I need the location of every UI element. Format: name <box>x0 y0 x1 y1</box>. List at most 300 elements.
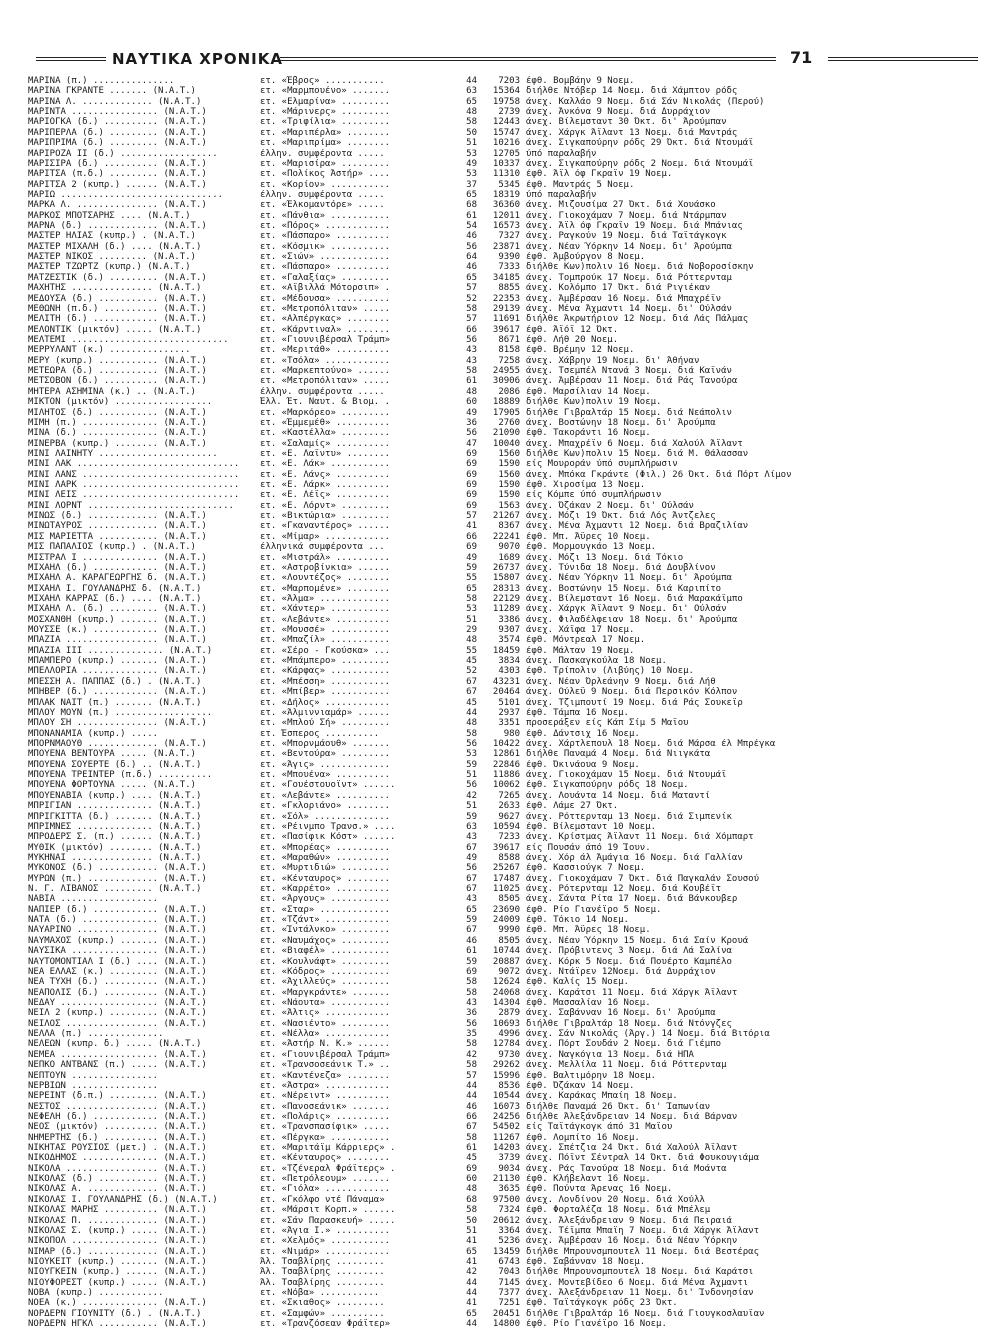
voyage-status: άνεχ. Σάν Νικολάς (Άργ.) 14 Νοεμ. διά Βιτόρια <box>526 1029 770 1040</box>
owner-company: ετ. «Κένταυρος» ........ <box>260 873 391 884</box>
table-row <box>28 1071 978 1081</box>
tonnage: 8367 <box>498 521 520 532</box>
vessel-name: ΜΕΤΕΩΡΑ (δ.) ........... (N.A.T.) <box>28 366 207 377</box>
owner-company: ετ. «Λεβάντε» .......... <box>260 790 391 801</box>
vessel-name: ΝΑΥΑΡΙΝΟ ............... (N.A.T.) <box>28 925 207 936</box>
owner-company: ετ. «Καντένεζα» ........ <box>260 1070 391 1081</box>
tonnage: 23690 <box>492 904 520 915</box>
voyage-status: έφθ. Βρέμην 12 Νοεμ. <box>526 345 635 356</box>
header-rule-left <box>36 57 106 61</box>
voyage-status: έφθ. Σιγκαπούρην ρόδς 18 Νοεμ. <box>526 780 689 791</box>
voyage-status: άνεχ. Τύνιδα 18 Νοεμ. διά Δουβλίνον <box>526 562 716 573</box>
tonnage: 24955 <box>492 366 520 377</box>
tonnage: 8855 <box>498 283 520 294</box>
vessel-name: ΝΙΚΗΤΑΣ ΡΟΥΣΙΟΣ (μετ.) . (N.A.T.) <box>28 1143 207 1154</box>
owner-company: έλλην. συμφέροντα ..... <box>260 148 385 159</box>
table-row <box>28 708 978 718</box>
owner-company: ετ. «Σαμφών» .......... <box>260 1308 385 1319</box>
tonnage: 2760 <box>498 417 520 428</box>
voyage-status: έφθ. Μαρσίλιαν 14 Νοεμ. <box>526 386 651 397</box>
vessel-name: ΜΙΧΑΗΛ (δ.) ............ (N.A.T.) <box>28 562 207 573</box>
table-row <box>28 1216 978 1226</box>
build-year: 37 <box>466 179 477 190</box>
tonnage: 20887 <box>492 956 520 967</box>
tonnage: 20451 <box>492 1308 520 1319</box>
table-row <box>28 242 978 252</box>
owner-company: ετ. Έσπερος .......... <box>260 728 380 739</box>
vessel-name: ΜΙΝΙ ΛΑΡΚ ............................. <box>28 480 240 491</box>
vessel-name: ΝΙΟΥΓΚΕΪΝ (κυπρ.) ...... (N.A.T.) <box>28 1267 207 1278</box>
build-year: 56 <box>466 863 477 874</box>
owner-company: ετ. «Γιουνιβέρσαλ Τράμπ» <box>260 1049 391 1060</box>
tonnage: 8536 <box>498 1080 520 1091</box>
voyage-status: άνεχ. Άμβέρσαν 11 Νοεμ. διά Ράς Τανούρα <box>526 376 738 387</box>
build-year: 59 <box>466 915 477 926</box>
owner-company: ετ. «Μαργκράντε» ....... <box>260 987 391 998</box>
build-year: 44 <box>466 707 477 718</box>
tonnage: 15807 <box>492 573 520 584</box>
vessel-name: ΜΙΧΑΗΛ Λ. (δ.) ......... (N.A.T.) <box>28 604 207 615</box>
tonnage: 2086 <box>498 386 520 397</box>
vessel-name: ΝΕΛΕΩΝ (κυπρ. δ.) ..... (N.A.T.) <box>28 1039 202 1050</box>
tonnage: 22353 <box>492 293 520 304</box>
vessel-name: ΜΕΛΟΝΤΙΚ (μικτόν) ..... (N.A.T.) <box>28 324 202 335</box>
vessel-name: ΝΕΜΕΑ .................. (N.A.T.) <box>28 1049 207 1060</box>
table-row <box>28 884 978 894</box>
owner-company: ετ. «Ε. Λόρντ» ......... <box>260 500 391 511</box>
build-year: 58 <box>466 1132 477 1143</box>
build-year: 65 <box>466 1308 477 1319</box>
vessel-name: ΜΠΑΖΙΑ ................. (N.A.T.) <box>28 635 207 646</box>
build-year: 56 <box>466 334 477 345</box>
table-row <box>28 1319 978 1329</box>
vessel-name: ΜΥΡΩΝ (π.) ............. (N.A.T.) <box>28 873 207 884</box>
vessel-name: ΜΠΟΝΑΝΑΜΙΑ (κυπρ.) ..... <box>28 728 159 739</box>
table-row <box>28 760 978 770</box>
table-row <box>28 490 978 500</box>
table-row <box>28 107 978 117</box>
owner-company: ετ. «Μαρπομένε» ........ <box>260 583 391 594</box>
table-row <box>28 770 978 780</box>
owner-company: ετ. «Τριφίλια» ......... <box>260 117 391 128</box>
build-year: 46 <box>466 231 477 242</box>
voyage-status: διήλθε Γιβραλτάρ 16 Νοεμ. διά Γιουγκοσλαυΐαν <box>526 1308 765 1319</box>
owner-company: ετ. «Μυρτιδιώ» ......... <box>260 863 391 874</box>
voyage-status: άνεχ. Γιοκοχάμαν 7 Νοεμ. διά Ντάρμπαν <box>526 210 727 221</box>
header-rule-middle <box>280 57 776 61</box>
voyage-status: άνεχ. Σιγκαπούρην ρόδς 29 Όκτ. διά Ντουμάϊ <box>526 138 754 149</box>
build-year: 42 <box>466 1267 477 1278</box>
voyage-status: έφθ. Κασσιούγκ 7 Νοεμ. <box>526 863 646 874</box>
owner-company: ετ. «Πάσπαρο» .......... <box>260 231 391 242</box>
build-year: 60 <box>466 1174 477 1185</box>
owner-company: ετ. «Αϊβιλλά Μότορσιπ» . <box>260 283 391 294</box>
table-row <box>28 780 978 790</box>
build-year: 69 <box>466 490 477 501</box>
tonnage: 24256 <box>492 1111 520 1122</box>
tonnage: 7258 <box>498 355 520 366</box>
vessel-name: ΜΠΡΟΔΕΡΣ Σ. (π.) ...... (N.A.T.) <box>28 832 202 843</box>
voyage-status: άνεχ. Μπαχρέϊν 6 Νοεμ. διά Χαλούλ Άϊλαντ <box>526 438 743 449</box>
table-row <box>28 863 978 873</box>
build-year: 41 <box>466 521 477 532</box>
owner-company: ετ. «Μπλού Σή» ......... <box>260 718 391 729</box>
table-row <box>28 1112 978 1122</box>
vessel-name: ΜΑΡΙΝΑ ΓΚΡΑΝΤΕ ....... (N.A.T.) <box>28 86 196 97</box>
tonnage: 7203 <box>498 76 520 86</box>
owner-company: ετ. «Νέλλα» ............ <box>260 1029 391 1040</box>
table-row <box>28 117 978 127</box>
table-row <box>28 387 978 397</box>
build-year: 48 <box>466 635 477 646</box>
vessel-name: ΝΟΡΔΕΡΝ ΗΓΚΛ ........... (N.A.T.) <box>28 1319 207 1330</box>
tonnage: 9990 <box>498 925 520 936</box>
vessel-name: ΜΙΝΙ ΛΕΪΣ ............................. <box>28 490 240 501</box>
voyage-status: έφθ. Τόκιο 14 Νοεμ. <box>526 915 629 926</box>
build-year: 67 <box>466 884 477 895</box>
owner-company: ετ. «Μαρμπουένο» ....... <box>260 86 391 97</box>
owner-company: ετ. «Άλτις» ............ <box>260 1008 391 1019</box>
vessel-name: ΜΙΣ ΠΑΠΑΛΙΟΣ (κυπρ.) . (N.A.T.) <box>28 542 196 553</box>
tonnage: 7333 <box>498 262 520 273</box>
vessel-name: ΜΠΛΟΥ ΣΗ ............... (N.A.T.) <box>28 718 207 729</box>
voyage-status: διήλθε Κων)πολιν 15 Νοεμ. διά Μ. Θάλασσαν <box>526 448 749 459</box>
build-year: 56 <box>466 428 477 439</box>
build-year: 67 <box>466 925 477 936</box>
build-year: 65 <box>466 904 477 915</box>
voyage-status: έφθ. Ταϊτάγκογκ ρόδς 23 Όκτ. <box>526 1298 678 1309</box>
vessel-name: ΜΙΝΩΣ (δ.) ............. (N.A.T.) <box>28 511 207 522</box>
vessel-name: ΜΑΡΙΝΑ (π.) ............... <box>28 76 175 86</box>
vessel-name: ΜΕΡΡΥΛΑΝΤ (κ.) ............... <box>28 345 191 356</box>
build-year: 51 <box>466 138 477 149</box>
tonnage: 10216 <box>492 138 520 149</box>
vessel-name: ΜΙΝΑ (δ.) .............. (N.A.T.) <box>28 428 207 439</box>
voyage-status: άνεχ. Νέαν Όρλεάνην 9 Νοεμ. διά Λήθ <box>526 676 716 687</box>
table-row <box>28 501 978 511</box>
vessel-name: ΝΕΦΕΛΗ (δ.) ............ (N.A.T.) <box>28 1111 207 1122</box>
table-row <box>28 957 978 967</box>
table-row <box>28 894 978 904</box>
owner-company: ετ. «Ελμαρίνα» ......... <box>260 96 391 107</box>
vessel-name: ΝΕΡΒΙΩΝ ................ <box>28 1080 159 1091</box>
voyage-status: έφθ. Καλίς 15 Νοεμ. <box>526 977 629 988</box>
table-row <box>28 791 978 801</box>
vessel-name: ΜΠΟΥΕΝΑ ΒΕΝΤΟΥΡΑ ..... (N.A.T.) <box>28 749 196 760</box>
voyage-status: άνεχ. Βίλεμσταντ 16 Νοεμ. διά Μαρακάϊμπο <box>526 593 743 604</box>
build-year: 49 <box>466 407 477 418</box>
vessel-name: ΜΠΕΛΛΟΡΙΑ .............. (N.A.T.) <box>28 666 207 677</box>
owner-company: έλληνικά συμφέροντα ... <box>260 542 385 553</box>
vessel-name: Ν. Γ. ΛΙΒΑΝΟΣ ......... (N.A.T.) <box>28 884 202 895</box>
owner-company: ετ. «Μεριτάθ» .......... <box>260 345 391 356</box>
table-row <box>28 687 978 697</box>
table-row <box>28 418 978 428</box>
build-year: 56 <box>466 780 477 791</box>
build-year: 54 <box>466 221 477 232</box>
table-row <box>28 397 978 407</box>
tonnage: 21267 <box>492 511 520 522</box>
vessel-name: ΜΕΘΩΝΗ (π.δ.) .......... (N.A.T.) <box>28 303 207 314</box>
vessel-name: ΜΠΛΑΚ ΝΑΪΤ (π.) ....... (N.A.T.) <box>28 697 202 708</box>
owner-company: ετ. «Μαριπέρλα» ........ <box>260 127 391 138</box>
build-year: 51 <box>466 1225 477 1236</box>
voyage-status: άνεχ. Άϊλ όφ Γκραϊν 19 Νοεμ. διά Μπάνιας <box>526 221 743 232</box>
tonnage: 20464 <box>492 687 520 698</box>
vessel-name: ΝΙΟΥΚΕΪΤ (κυπρ.) ....... (N.A.T.) <box>28 1256 207 1267</box>
tonnage: 20612 <box>492 1215 520 1226</box>
table-row <box>28 822 978 832</box>
vessel-name: ΜΠΟΥΕΝΑ ΦΟΡΤΟΥΝΑ ..... (N.A.T.) <box>28 780 196 791</box>
voyage-status: άνεχ. Πόϊντ Σέντραλ 14 Όκτ. διά Φουκουγιάμα <box>526 1153 759 1164</box>
table-row <box>28 128 978 138</box>
table-row <box>28 967 978 977</box>
table-row <box>28 666 978 676</box>
vessel-name: ΜΠΟΥΕΝΑΒΙΑ (κυπρ.) .... (N.A.T.) <box>28 790 202 801</box>
tonnage: 9627 <box>498 811 520 822</box>
owner-company: ετ. «Χελμός» ........... <box>260 1236 391 1247</box>
tonnage: 11267 <box>492 1132 520 1143</box>
owner-company: ετ. «Τρανσοσεάνικ Τ.» .. <box>260 1060 391 1071</box>
owner-company: ετ. «Γκλοριάνο» ........ <box>260 801 391 812</box>
build-year: 58 <box>466 303 477 314</box>
build-year: 69 <box>466 1163 477 1174</box>
owner-company: ετ. «Λεβάντε» .......... <box>260 614 391 625</box>
tonnage: 5236 <box>498 1236 520 1247</box>
build-year: 58 <box>466 366 477 377</box>
owner-company: ετ. «Τρανσπασίφικ» ..... <box>260 1122 391 1133</box>
tonnage: 7145 <box>498 1277 520 1288</box>
vessel-name: ΜΠΡΙΜΝΕΣ .............. (N.A.T.) <box>28 821 202 832</box>
table-row <box>28 1267 978 1277</box>
table-row <box>28 408 978 418</box>
voyage-status: έφθ. Μάλταν 19 Νοεμ. <box>526 645 635 656</box>
tonnage: 12443 <box>492 117 520 128</box>
table-row <box>28 149 978 159</box>
vessel-name: ΜΙΧΑΗΛ Ι. ΓΟΥΛΑΝΔΡΗΣ δ. (N.A.T.) <box>28 583 202 594</box>
owner-company: ετ. «Άστήρ Ν. Κ.» ...... <box>260 1039 391 1050</box>
vessel-name: ΝΕΙΛ 2 (κυπρ.) ......... (N.A.T.) <box>28 1008 207 1019</box>
voyage-status: διήλθε Κων)πολιν 19 Νοεμ. <box>526 397 662 408</box>
voyage-status: έφθ. Μασσαλίαν 16 Νοεμ. <box>526 997 651 1008</box>
build-year: 60 <box>466 397 477 408</box>
table-row <box>28 625 978 635</box>
table-row <box>28 677 978 687</box>
table-row <box>28 853 978 863</box>
tonnage: 8158 <box>498 345 520 356</box>
vessel-name: ΜΥΚΟΝΟΣ (δ.) ........... (N.A.T.) <box>28 863 207 874</box>
owner-company: ετ. «Μαρκεπτούνο» ...... <box>260 366 391 377</box>
page-header <box>28 46 978 72</box>
table-row <box>28 376 978 386</box>
build-year: 53 <box>466 148 477 159</box>
voyage-status: άνεχ. Μελλίλα 11 Νοεμ. διά Ρόττερνταμ <box>526 1060 727 1071</box>
vessel-name: ΜΑΡΙΠΡΙΜΑ (δ.) ......... (N.A.T.) <box>28 138 207 149</box>
table-row <box>28 1050 978 1060</box>
vessel-name: ΜΑΡΙΠΕΡΛΑ (δ.) ......... (N.A.T.) <box>28 127 207 138</box>
owner-company: ετ. «Ε. Λάνς» .......... <box>260 469 391 480</box>
table-row <box>28 1257 978 1267</box>
build-year: 69 <box>466 542 477 553</box>
voyage-status: έφθ. Τακοράντι 16 Νοεμ. <box>526 428 651 439</box>
build-year: 55 <box>466 645 477 656</box>
owner-company: ετ. «Αστροβίνκια» ...... <box>260 562 391 573</box>
vessel-name: ΜΑΡΙΤΣΑ (π.δ.) ......... (N.A.T.) <box>28 169 207 180</box>
voyage-status: έφθ. Βίλεμσταντ 10 Νοεμ. <box>526 821 657 832</box>
build-year: 58 <box>466 1039 477 1050</box>
voyage-status: άνεχ. Πρόβιντενς 3 Νοεμ. διά Λά Σαλίνα <box>526 946 732 957</box>
tonnage: 10337 <box>492 158 520 169</box>
tonnage: 9307 <box>498 625 520 636</box>
owner-company: ετ. «Ε. Λάρκ» .......... <box>260 480 391 491</box>
tonnage: 16073 <box>492 1101 520 1112</box>
owner-company: ετ. «Αλπέργκας» ........ <box>260 314 391 325</box>
vessel-name: ΝΙΚΟΛΑΣ Α. ............. (N.A.T.) <box>28 1184 207 1195</box>
table-row <box>28 998 978 1008</box>
table-row <box>28 449 978 459</box>
table-row <box>28 532 978 542</box>
voyage-status: άνεχ. Πασκαγκούλα 18 Νοεμ. <box>526 656 667 667</box>
tonnage: 22241 <box>492 531 520 542</box>
table-row <box>28 1298 978 1308</box>
build-year: 69 <box>466 448 477 459</box>
tonnage: 1689 <box>498 552 520 563</box>
owner-company: ετ. «Καρρέτο» .......... <box>260 884 391 895</box>
table-row <box>28 1288 978 1298</box>
table-row <box>28 273 978 283</box>
table-row <box>28 553 978 563</box>
build-year: 48 <box>466 107 477 118</box>
build-year: 58 <box>466 987 477 998</box>
tonnage: 5101 <box>498 697 520 708</box>
vessel-name: ΝΙΚΟΛΑΣ (δ.) ........... (N.A.T.) <box>28 1174 207 1185</box>
build-year: 44 <box>466 1288 477 1299</box>
vessel-name: ΜΑΡΙΤΣΑ 2 (κυπρ.) ...... (N.A.T.) <box>28 179 207 190</box>
tonnage: 21130 <box>492 1174 520 1185</box>
vessel-name: ΜΑΡΙΝΤΑ ................ (N.A.T.) <box>28 107 207 118</box>
owner-company: ετ. «Μαρισίρα» ......... <box>260 158 391 169</box>
vessel-name: ΜΠΟΥΕΝΑ ΣΟΥΕΡΤΕ (δ.) .. (N.A.T.) <box>28 759 202 770</box>
tonnage: 39617 <box>492 324 520 335</box>
table-row <box>28 573 978 583</box>
table-row <box>28 1102 978 1112</box>
voyage-status: άνεχ. Μένα Άχμαντι 14 Νοεμ. δι' Ούλσάν <box>526 303 732 314</box>
tonnage: 8588 <box>498 852 520 863</box>
voyage-status: άνεχ. Μένα Άχμαντι 12 Νοεμ. διά Βραζιλίαν <box>526 521 749 532</box>
owner-company: ετ. «Ε. Λάκ» ........... <box>260 459 391 470</box>
journal-title: ΝΑΥΤΙΚΑ ΧΡΟΝΙΚΑ <box>112 50 283 68</box>
vessel-name: ΜΙΝΩΤΑΥΡΟΣ ............. (N.A.T.) <box>28 521 207 532</box>
table-row <box>28 1029 978 1039</box>
table-row <box>28 739 978 749</box>
tonnage: 6743 <box>498 1256 520 1267</box>
owner-company: ετ. «Άλμα» ............. <box>260 593 391 604</box>
owner-company: ετ. «Μπουένα» .......... <box>260 770 391 781</box>
owner-company: ετ. «Σκιαθος» ......... <box>260 1298 385 1309</box>
voyage-status: άνεχ. Γιοκοχάμαν 7 Όκτ. διά Παγκαλάν Σουσού <box>526 873 759 884</box>
tonnage: 12861 <box>492 749 520 760</box>
build-year: 48 <box>466 718 477 729</box>
voyage-status: διήλθε Άλεξάνδρειαν 14 Νοεμ. διά Βάρναν <box>526 1111 738 1122</box>
tonnage: 3834 <box>498 656 520 667</box>
voyage-status: άνεχ. Ναγκόγια 13 Νοεμ. διά ΗΠΑ <box>526 1049 694 1060</box>
owner-company: ετ. «Σιών» ............. <box>260 252 391 263</box>
table-row <box>28 511 978 521</box>
voyage-status: άνεχ. Χάρτλεπουλ 18 Νοεμ. διά Μάρσα έλ Μπρέγκα <box>526 739 776 749</box>
owner-company: ετ. «Μιστράλ» .......... <box>260 552 391 563</box>
tonnage: 1590 <box>498 480 520 491</box>
tonnage: 28313 <box>492 583 520 594</box>
voyage-status: είς Ταϊτάγκογκ άπό 31 Μαΐου <box>526 1122 673 1133</box>
vessel-name: ΝΑΥΣΙΚΑ ................ (N.A.T.) <box>28 946 207 957</box>
vessel-name: ΜΠΑΖΙΑ ΙΙΙ .............. (N.A.T.) <box>28 645 213 656</box>
table-row <box>28 604 978 614</box>
owner-company: ετ. «Δήλος» ............ <box>260 697 391 708</box>
table-row <box>28 1205 978 1215</box>
vessel-name: ΝΑΤΑ (δ.) .............. (N.A.T.) <box>28 915 207 926</box>
owner-company: ετ. «Ε. Λέϊς» .......... <box>260 490 391 501</box>
table-row <box>28 480 978 490</box>
voyage-status: έφθ. Άϊόϊ 12 Όκτ. <box>526 324 619 335</box>
owner-company: ετ. «Βιαφέλ» ........... <box>260 946 391 957</box>
table-row <box>28 905 978 915</box>
voyage-status: έφθ. Σαβάνναν 18 Νοεμ. <box>526 1256 646 1267</box>
voyage-status: έφθ. Λομπίτο 16 Νοεμ. <box>526 1132 640 1143</box>
table-row <box>28 190 978 200</box>
tonnage: 10040 <box>492 438 520 449</box>
build-year: 46 <box>466 935 477 946</box>
owner-company: ετ. «Τζάντ» ............ <box>260 915 391 926</box>
tonnage: 3739 <box>498 1153 520 1164</box>
table-row <box>28 1122 978 1132</box>
voyage-status: διήλθε Άκρωτήριον 12 Νοεμ. διά Λάς Πάλμας <box>526 314 749 325</box>
owner-company: ετ. «Νιμάρ» ............ <box>260 1246 391 1257</box>
tonnage: 9070 <box>498 542 520 553</box>
build-year: 66 <box>466 1111 477 1122</box>
owner-company: ετ. «Μαρκόρεο» ......... <box>260 407 391 418</box>
tonnage: 3351 <box>498 718 520 729</box>
tonnage: 1560 <box>498 448 520 459</box>
owner-company: ετ. «Μάρινερς» ......... <box>260 107 391 118</box>
build-year: 59 <box>466 759 477 770</box>
table-row <box>28 1236 978 1246</box>
voyage-status: άνεχ. Φιλαδέλφειαν 18 Νοεμ. δι' Άρούμπα <box>526 614 738 625</box>
voyage-status: διήλθε Γιβραλτάρ 18 Νοεμ. διά Ντόνγζες <box>526 1018 732 1029</box>
table-row <box>28 138 978 148</box>
voyage-status: άνεχ. Σπέτζια 24 Όκτ. διά Χαλούλ Άϊλαντ <box>526 1143 738 1154</box>
vessel-name: ΝΑΥΜΑΧΟΣ (κυπρ.) ....... (N.A.T.) <box>28 935 207 946</box>
voyage-status: άνεχ. Νέαν Ύόρκην 15 Νοεμ. διά Σαίν Κρουά <box>526 935 749 946</box>
build-year: 36 <box>466 1008 477 1019</box>
tonnage: 12705 <box>492 148 520 159</box>
tonnage: 7043 <box>498 1267 520 1278</box>
build-year: 29 <box>466 625 477 636</box>
table-row <box>28 262 978 272</box>
voyage-status: άνεχ. Νέαν Ύόρκην 11 Νοεμ. δι' Άρούμπα <box>526 573 732 584</box>
table-row <box>28 542 978 552</box>
owner-company: ετ. «Κουλνάφτ» ......... <box>260 956 391 967</box>
tonnage: 7265 <box>498 790 520 801</box>
owner-company: έλλην. συμφέροντα ..... <box>260 386 385 397</box>
table-row <box>28 988 978 998</box>
build-year: 44 <box>466 1091 477 1102</box>
owner-company: ετ. «Μουσσέ» ........... <box>260 625 391 636</box>
build-year: 44 <box>466 1080 477 1091</box>
voyage-status: άνεχ. Ντάϊρεν 12Νοεμ. διά Δυρράχιον <box>526 966 716 977</box>
owner-company: ετ. «Μπορνμάουθ» ....... <box>260 739 391 749</box>
header-rule-right <box>828 57 978 61</box>
tonnage: 18319 <box>492 189 520 200</box>
